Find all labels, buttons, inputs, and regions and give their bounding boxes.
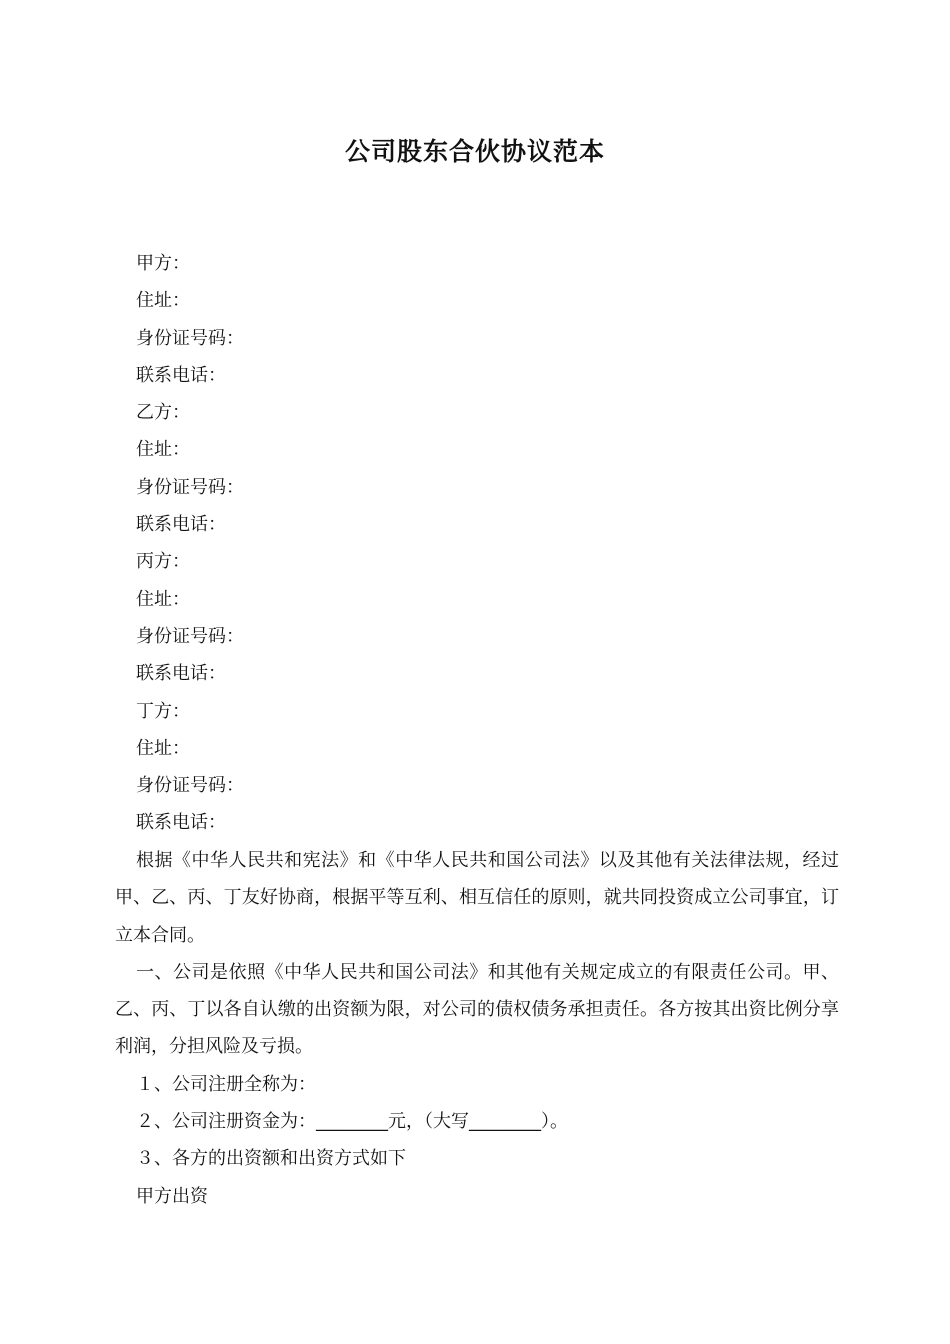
party-c-phone-label: 联系电话：	[136, 663, 226, 685]
party-a-id-label: 身份证号码：	[136, 327, 244, 349]
party-info-section	[136, 245, 836, 842]
party-a-label: 甲方：	[136, 253, 190, 274]
item-company-name: １、公司注册全称为：	[136, 1073, 316, 1095]
party-d-label: 丁方：	[136, 700, 190, 722]
party-d-phone-label: 联系电话：	[136, 812, 226, 834]
party-c-id-label: 身份证号码：	[136, 625, 244, 647]
party-d-address-label: 住址：	[136, 737, 190, 759]
party-b-address-label: 住址：	[136, 439, 190, 461]
document-title: 公司股东合伙协议范本	[344, 137, 605, 166]
party-c-address-label: 住址：	[136, 588, 190, 610]
party-d-id-label: 身份证号码：	[136, 775, 244, 797]
party-b-label: 乙方：	[136, 402, 190, 424]
intro-paragraph: 根据《中华人民共和宪法》和《中华人民共和国公司法》以及其他有关法律法规，经过甲、乙、丙、丁友好协商，根据平等互利、相互信任的原则，就共同投资成立公司事宜，订立本合同。	[115, 850, 839, 946]
item-party-a-contribution: 甲方出资	[136, 1185, 208, 1207]
clause-one-paragraph: 一、公司是依照《中华人民共和国公司法》和其他有关规定成立的有限责任公司。甲、乙、丙、丁以各自认缴的出资额为限，对公司的债权债务承担责任。各方按其出资比例分享利润，分担风险及亏损。	[115, 961, 839, 1058]
party-c-label: 丙方：	[136, 551, 190, 573]
item-contribution-method: ３、各方的出资额和出资方式如下	[136, 1148, 406, 1170]
party-a-phone-label: 联系电话：	[136, 364, 226, 386]
party-b-id-label: 身份证号码：	[136, 476, 244, 498]
agreement-body	[115, 842, 839, 1215]
item-registered-capital: ２、公司注册资金为：________元，（大写________）。	[136, 1111, 568, 1133]
party-b-phone-label: 联系电话：	[136, 514, 226, 536]
party-a-address-label: 住址：	[136, 290, 190, 312]
